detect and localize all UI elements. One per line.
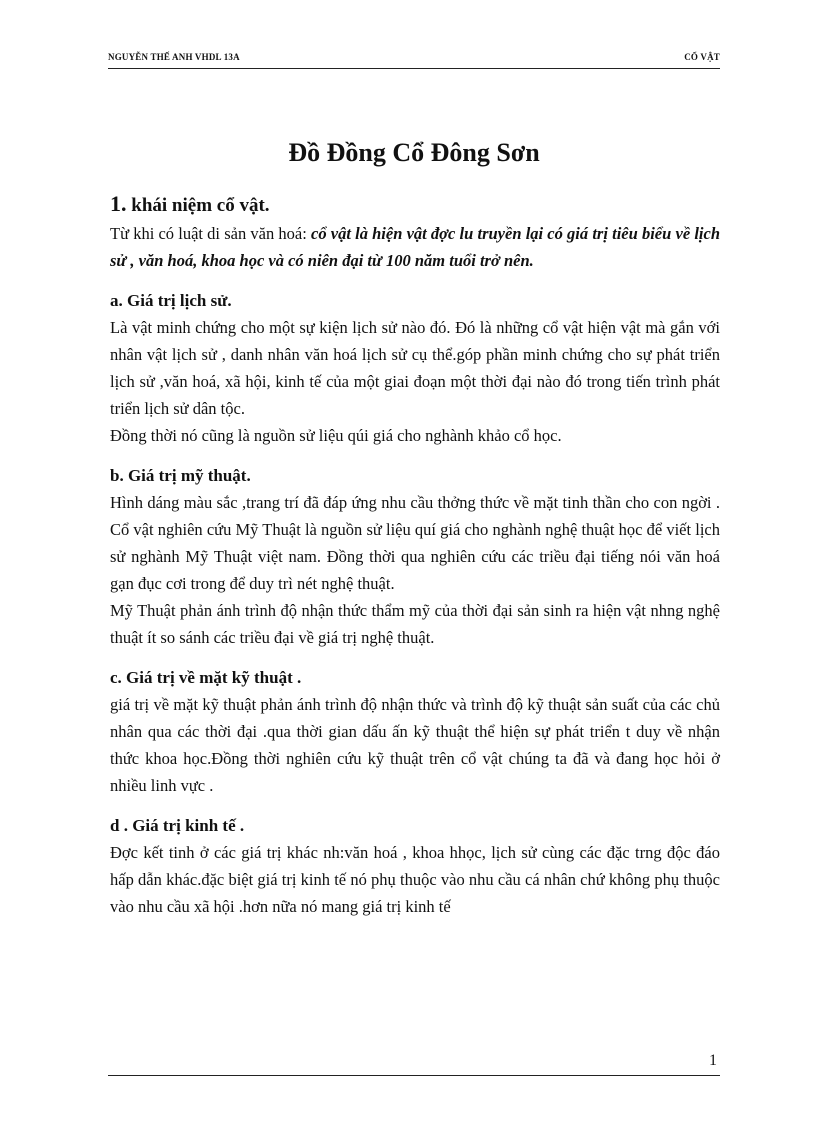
section-c-paragraph: giá trị về mặt kỹ thuật phản ánh trình độ nhận thức và trình độ kỹ thuật sản suất của các chủ nhân qua các thời đại .qua thời gian dấu ấn kỹ thuật thể hiện sự phát triển t duy về nhận thức khoa học.Đồng thời nghiên cứu kỹ thuật trên cổ vật chúng ta đã và đang học hỏi ở nhiều linh vực .: [110, 695, 720, 795]
intro-emphasis-text: cổ vật là hiện vật đợc lu truyền lại có giá trị tiêu biểu về lịch sử , văn hoá, khoa học và có niên đại từ 100 năm tuổi trở nên.: [110, 224, 720, 270]
page-number: 1: [709, 1052, 717, 1069]
section-a-paragraph: Đồng thời nó cũng là nguồn sử liệu qúi giá cho nghành khảo cổ học.: [110, 426, 562, 445]
section-b-paragraph: Hình dáng màu sắc ,trang trí đã đáp ứng nhu cầu thởng thức về mặt tinh thần cho con ngời . Cổ vật nghiên cứu Mỹ Thuật là nguồn sử liệu quí giá cho nghành nghệ thuật học để viết lịch sử nghành Mỹ Thuật việt nam. Đồng thời qua nghiên cứu các triều đại tiếng nói văn hoá gạn đục cơi trong để duy trì nét nghệ thuật.: [110, 493, 720, 593]
document-body: [110, 190, 720, 920]
section-b-heading: b. Giá trị mỹ thuật.: [110, 466, 251, 485]
section-b-paragraph: Mỹ Thuật phản ánh trình độ nhận thức thẩm mỹ của thời đại sản sinh ra hiện vật nhng nghệ thuật ít so sánh các triều đại về giá trị nghệ thuật.: [110, 601, 720, 647]
footer-rule: [108, 1075, 720, 1076]
intro-paragraph: [110, 220, 720, 274]
section-a-heading: a. Giá trị lịch sử.: [110, 291, 232, 310]
section-a-paragraph: Là vật minh chứng cho một sự kiện lịch sử nào đó. Đó là những cổ vật hiện vật mà gắn với nhân vật lịch sử , danh nhân văn hoá lịch sử cụ thể.góp phần minh chứng cho sự phát triển lịch sử ,văn hoá, xã hội, kinh tế của một giai đoạn một thời đại nào đó trong tiến trình phát triển lịch sử dân tộc.: [110, 318, 720, 418]
document-title: Đồ Đồng Cổ Đông Sơn: [288, 138, 540, 167]
section-1-title: khái niệm cổ vật.: [131, 195, 270, 216]
section-d-heading: d . Giá trị kinh tế .: [110, 816, 245, 835]
section-c-heading: c. Giá trị về mặt kỹ thuật .: [110, 668, 302, 687]
intro-plain-text: Từ khi có luật di sản văn hoá:: [110, 224, 311, 243]
section-1-heading: [110, 190, 720, 218]
header-topic: CỔ VẬT: [684, 52, 720, 62]
page-header: [108, 48, 720, 69]
section-d-paragraph: Đợc kết tinh ở các giá trị khác nh:văn hoá , khoa hhọc, lịch sử cùng các đặc trng độc đáo hấp dẫn khác.đặc biệt giá trị kinh tế nó phụ thuộc vào nhu cầu cá nhân chứ không phụ thuộc vào nhu cầu xã hội .hơn nữa nó mang giá trị kinh tế: [110, 843, 720, 916]
header-author: NGUYỄN THẾ ANH VHDL 13A: [108, 52, 240, 62]
section-1-number: 1.: [110, 191, 127, 216]
